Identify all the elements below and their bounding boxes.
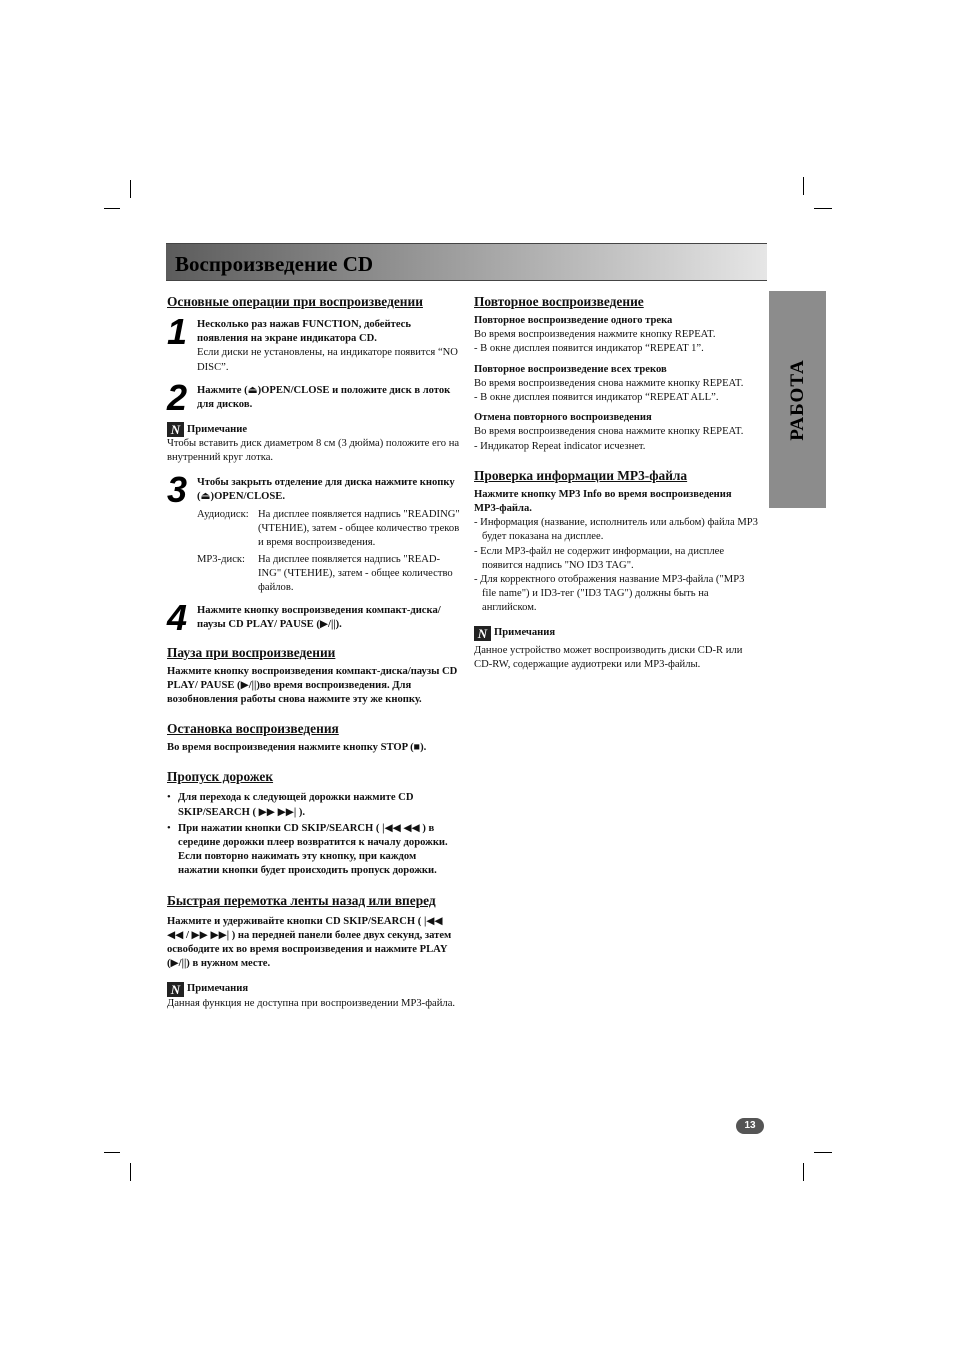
step-3-instruction: Чтобы закрыть отделение для диска нажмите кнопку (⏏)OPEN/CLOSE.	[197, 476, 455, 502]
step-4-instruction: Нажмите кнопку воспроизведения компакт-диска/паузы CD PLAY/ PAUSE (▶/||).	[197, 605, 441, 631]
stop-text: Во время воспроизведения нажмите кнопку STOP (■).	[167, 742, 427, 754]
step-1	[167, 311, 460, 375]
repeat-all-title: Повторное воспроизведение всех треков	[474, 363, 667, 375]
note-icon: N	[167, 982, 184, 997]
audio-label: Аудиодиск:	[197, 509, 249, 521]
step-1-instruction: Несколько раз нажав FUNCTION, добейтесь появления на экране индикатора CD.	[197, 319, 411, 345]
mp3-definition	[197, 553, 460, 596]
crop-mark	[814, 208, 832, 209]
crop-mark	[130, 1163, 131, 1181]
repeat-one-title: Повторное воспроизведение одного трека	[474, 315, 673, 326]
crop-mark	[130, 180, 131, 198]
note-icon: N	[474, 626, 491, 641]
repeat-all-text: Во время воспроизведения снова нажмите кнопку REPEAT.	[474, 377, 744, 389]
mp3-instruction: Нажмите кнопку MP3 Info во время воспроизведения MP3-файла.	[474, 488, 732, 515]
note-text: Данное устройство может воспроизводить диски CD-R или CD-RW, содержащие аудиотреки или MP3-файлы.	[474, 644, 743, 670]
mp3-dash-item: - Информация (название, исполнитель или альбом) файла MP3 будет показана на дисплее.	[474, 517, 758, 543]
note-title: Примечания	[494, 627, 556, 639]
mp3-dash-item: - Для корректного отображения название MP3-файла ("MP3 file name") и ID3-тег ("ID3 TAG") должны быть на английском.	[474, 574, 745, 614]
section-tab-label: РАБОТА	[786, 358, 808, 441]
stop-heading: Остановка воспроизведения	[167, 721, 339, 737]
note-icon: N	[167, 422, 184, 437]
step-2-instruction: Нажмите (⏏)OPEN/CLOSE и положите диск в лоток для дисков.	[197, 384, 451, 411]
step-number: 1	[167, 311, 188, 352]
mp3-label: MP3-диск:	[197, 553, 245, 565]
right-column	[474, 294, 759, 672]
page-number: 13	[736, 1118, 764, 1134]
pause-text: Нажмите кнопку воспроизведения компакт-диска/паузы CD PLAY/ PAUSE (▶/||)во время воспроизведения. Для возобновления работы снова нажмите эту же кнопку.	[167, 665, 458, 706]
step-2	[167, 376, 460, 418]
list-item: • При нажатии кнопки CD SKIP/SEARCH ( |◀◀ ◀◀ ) в середине дорожки плеер возвратится к началу дорожки. Если повторно нажимать эту кнопку, при каждом нажатии кнопки будет происходить пропуск дорожки.	[167, 822, 448, 877]
note-2	[167, 982, 460, 1011]
note-3	[474, 626, 759, 672]
audio-definition	[197, 508, 460, 551]
repeat-one-text: Во время воспроизведения нажмите кнопку REPEAT.	[474, 329, 716, 341]
section-tab	[769, 291, 826, 508]
step-number: 3	[167, 468, 188, 510]
page-title: Воспроизведение CD	[175, 252, 374, 276]
note-1	[167, 422, 460, 465]
repeat-one-dash: - В окне дисплея появится индикатор “REPEAT 1”.	[474, 343, 704, 355]
search-heading: Быстрая перемотка ленты назад или вперед	[167, 892, 436, 908]
step-1-text: Если диски не установлены, на индикаторе появится “NO DISC”.	[197, 347, 458, 373]
skip-heading: Пропуск дорожек	[167, 769, 274, 785]
note-title: Примечания	[187, 983, 249, 995]
repeat-all-dash: - В окне дисплея появится индикатор “REPEAT ALL”.	[474, 392, 719, 404]
step-4	[167, 597, 460, 639]
mp3-text: На дисплее появляется надпись "READ-ING" (ЧТЕНИЕ), затем - общее количество файлов.	[258, 553, 453, 594]
repeat-off-text: Во время воспроизведения снова нажмите кнопку REPEAT.	[474, 426, 744, 438]
repeat-off-dash: - Индикатор Repeat indicator исчезнет.	[474, 440, 646, 452]
crop-mark	[814, 1152, 832, 1153]
step-3	[167, 468, 460, 596]
list-item: • Для перехода к следующей дорожки нажмите CD SKIP/SEARCH ( ▶▶ ▶▶| ).	[167, 792, 414, 818]
repeat-off-title: Отмена повторного воспроизведения	[474, 412, 652, 424]
step-number: 2	[167, 376, 188, 418]
pause-heading: Пауза при воспроизведении	[167, 644, 336, 660]
audio-text: На дисплее появляется надпись "READING" (ЧТЕНИЕ), затем - общее количество треков и время воспроизведения.	[258, 509, 460, 549]
mp3-dash-item: - Если MP3-файл не содержит информации, на дисплее появится надпись "NO ID3 TAG".	[474, 545, 725, 571]
note-text: Данная функция не доступна при воспроизведении MP3-файла.	[167, 997, 456, 1009]
crop-mark	[104, 1152, 120, 1153]
repeat-heading: Повторное воспроизведение	[474, 294, 644, 309]
basic-heading: Основные операции при воспроизведении	[167, 294, 423, 309]
search-text: Нажмите и удерживайте кнопки CD SKIP/SEARCH ( |◀◀ ◀◀ / ▶▶ ▶▶| ) на передней панели более двух секунд, затем освободите их во время воспроизведения и нажмите PLAY (▶/||) в нужном месте.	[167, 915, 452, 970]
crop-mark	[803, 1163, 804, 1181]
title-bar	[166, 243, 767, 281]
crop-mark	[803, 177, 804, 195]
crop-mark	[104, 208, 120, 209]
note-title: Примечание	[187, 424, 248, 436]
left-column	[167, 294, 460, 1011]
note-text: Чтобы вставить диск диаметром 8 см (3 дюйма) положите его на внутренний круг лотка.	[167, 438, 460, 464]
step-number: 4	[167, 597, 188, 639]
mp3-heading: Проверка информации MP3-файла	[474, 467, 688, 483]
